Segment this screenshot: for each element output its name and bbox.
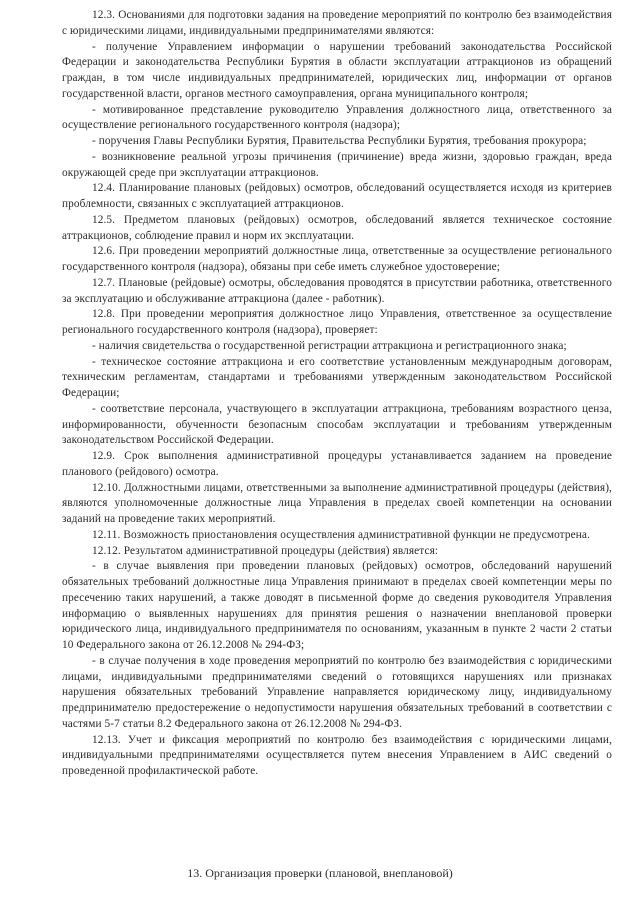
paragraph-12-13: 12.13. Учет и фиксация мероприятий по контролю без взаимодействия с юридическими лицами, индивидуальными предпринимателями осуществляется путем внесения Управлением в АИС сведений о проведенной профилактической работе. (62, 733, 612, 777)
list-item-personnel: - соответствие персонала, участвующего в эксплуатации аттракциона, требованиям возрастного ценза, информированности, обученности безопасным способам эксплуатации и требованиям утвержденным законодательством Российской Федерации. (62, 402, 612, 447)
paragraph-12-12: 12.12. Результатом административной процедуры (действия) является: (92, 544, 439, 557)
list-item-certificate: - наличия свидетельства о государственной регистрации аттракциона и регистрационного знака; (92, 339, 567, 352)
paragraph-12-11: 12.11. Возможность приостановления осуществления административной функции не предусмотрена. (92, 528, 590, 541)
document-body (62, 8, 612, 780)
paragraph-12-5: 12.5. Предметом плановых (рейдовых) осмотров, обследований является техническое состояние аттракционов, соблюдение правил и норм их эксплуатации. (62, 213, 612, 242)
paragraph-12-7: 12.7. Плановые (рейдовые) осмотры, обследования проводятся в присутствии работника, ответственного за эксплуатацию и обслуживание аттракциона (далее - работник). (62, 276, 612, 305)
list-item-threat: - возникновение реальной угрозы причинения (причинение) вреда жизни, здоровью граждан, вреда окружающей среде при эксплуатации аттракционов. (62, 150, 612, 179)
paragraph-12-8: 12.8. При проведении мероприятия должностное лицо Управления, ответственное за осуществление регионального государственного контроля (надзора), проверяет: (62, 308, 612, 336)
list-item-motivated-submission: - мотивированное представление руководителю Управления должностного лица, ответственного за осуществление регионального государственного контроля (надзора); (62, 103, 612, 132)
list-item-info-violation: - получение Управлением информации о нарушении требований законодательства Российской Федерации и законодательства Республики Бурятия в области эксплуатации аттракционов из обращений граждан, в том числе индивидуальных предпринимателей, юридических лиц, информации от органов государственной власти, органов местного самоуправления, органа муниципального контроля; (62, 40, 612, 100)
list-item-technical-state: - техническое состояние аттракциона и его соответствие установленным международным договорам, техническим регламентам, стандартами и требованиями утвержденным законодательством Российской Федерации; (62, 355, 612, 399)
paragraph-12-10: 12.10. Должностными лицами, ответственными за выполнение административной процедуры (действия), являются уполномоченные должностные лица Управления в пределах своей компетенции на основании заданий на проведение таких мероприятий. (62, 481, 612, 525)
paragraph-12-9: 12.9. Срок выполнения административной процедуры устанавливается заданием на проведение планового (рейдового) осмотра. (62, 450, 612, 478)
paragraph-12-4: 12.4. Планирование плановых (рейдовых) осмотров, обследований осуществляется исходя из критериев проблемности, связанных с эксплуатацией аттракционов. (62, 182, 612, 210)
list-item-instructions: - поручения Главы Республики Бурятия, Правительства Республики Бурятия, требования прокурора; (92, 135, 587, 147)
section-heading: 13. Организация проверки (плановой, внеплановой) (187, 866, 453, 880)
list-item-violations-found: - в случае выявления при проведении плановых (рейдовых) осмотров, обследований нарушений обязательных требований должностные лица Управления принимают в пределах своей компетенции меры по пресечению таких нарушений, а также доводят в письменной форме до сведения руководителя Управления информацию о выявленных нарушениях для принятия решения о назначении внеплановой проверки юридического лица, индивидуального предпринимателя по основаниям, указанным в пункте 2 части 2 статьи 10 Федерального закона от 26.12.2008 № 294-ФЗ; (62, 560, 612, 651)
list-item-warning: - в случае получения в ходе проведения мероприятий по контролю без взаимодействия с юридическими лицами, индивидуальными предпринимателями сведений о готовящихся нарушениях или признаках нарушения обязательных требований Управление направляется юридическому лицу, индивидуальному предпринимателю предостережение о недопустимости нарушения обязательных требований в соответствии с частями 5-7 статьи 8.2 Федерального закона от 26.12.2008 № 294-ФЗ. (62, 654, 612, 730)
paragraph-12-3: 12.3. Основаниями для подготовки задания на проведение мероприятий по контролю без взаимодействия с юридическими лицами, индивидуальными предпринимателями являются: (62, 9, 612, 37)
paragraph-12-6: 12.6. При проведении мероприятий должностные лица, ответственные за осуществление регионального государственного контроля (надзора), обязаны при себе иметь служебное удостоверение; (62, 245, 612, 273)
